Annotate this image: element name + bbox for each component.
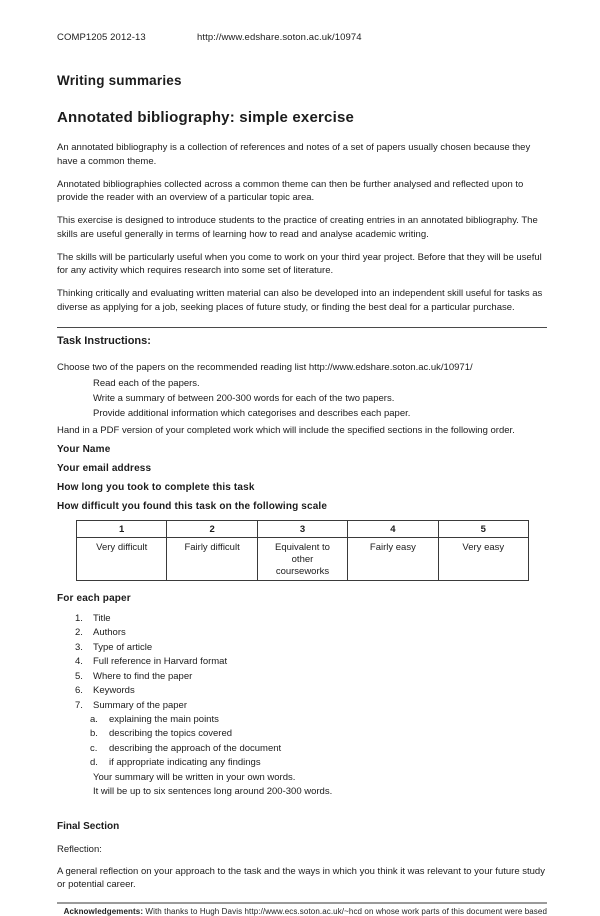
summary-sub-list [90,713,547,771]
section-head-email: Your email address [57,463,152,475]
scale-label-cell: Very easy [438,538,528,581]
paper-fields-list [75,612,547,713]
document-header [57,32,547,43]
task-instructions-heading: Task Instructions: [57,334,151,347]
acknowledgements [57,907,547,916]
paper-field-item: Authors [93,627,126,639]
task-step: Write a summary of between 200-300 words for each of the two papers. [93,393,395,405]
scale-label-cell: Very difficult [77,538,167,581]
final-section-heading: Final Section [57,820,120,832]
summary-sub-item: if appropriate indicating any findings [109,757,261,769]
hand-in-line: Hand in a PDF version of your completed work which will include the specified sections in the following order. [57,424,515,436]
section-head-name: Your Name [57,444,111,456]
page-title: Writing summaries [57,73,182,88]
scale-header-cell: 2 [167,521,257,538]
page-subtitle: Annotated bibliography: simple exercise [57,109,355,126]
scale-label-cell: Fairly difficult [167,538,257,581]
intro-paragraph: The skills will be particularly useful when you come to work on your third year project. Before that they will be useful for any activity which requires research into some set of literature. [57,251,542,277]
task-step: Read each of the papers. [93,378,200,390]
difficulty-scale-table [76,520,529,581]
edshare-url: http://www.edshare.soton.ac.uk/10974 [197,32,362,43]
paper-field-item: Type of article [93,641,153,653]
summary-sub-item: describing the approach of the document [109,742,282,754]
acknowledgements-text: With thanks to Hugh Davis http://www.ecs.soton.ac.uk/~hcd on whose work parts of this document were based [143,907,547,916]
paper-field-item: Full reference in Harvard format [93,656,228,668]
task-step: Provide additional information which categorises and describes each paper. [93,407,411,419]
paper-field-item: Title [93,612,111,624]
summary-note: It will be up to six sentences long around 200-300 words. [93,786,333,798]
choose-papers-line: Choose two of the papers on the recommended reading list http://www.edshare.soton.ac.uk/10971/ [57,361,473,373]
summary-note: Your summary will be written in your own words. [93,771,296,783]
reflection-text: A general reflection on your approach to the task and the ways in which you think it was relevant to your future study or potential career. [57,865,545,891]
section-head-difficulty: How difficult you found this task on the following scale [57,501,328,513]
summary-sub-item: explaining the main points [109,714,219,726]
paper-field-item: Where to find the paper [93,670,193,682]
summary-notes [93,771,547,800]
task-steps [93,377,547,421]
scale-header-cell: 3 [257,521,347,538]
scale-header-cell: 5 [438,521,528,538]
section-divider [57,327,547,328]
for-each-paper-heading: For each paper [57,592,131,604]
paper-field-item: Keywords [93,685,135,697]
paper-field-item: Summary of the paper [93,699,187,711]
intro-paragraph: Annotated bibliographies collected across a common theme can then be further analysed and reflected upon to provide the reader with an overview of a particular topic area. [57,178,524,204]
footer-divider [57,902,547,904]
scale-header-cell: 4 [348,521,438,538]
scale-label-cell: Equivalent to other courseworks [257,538,347,581]
scale-header-row [77,521,529,538]
scale-header-cell: 1 [77,521,167,538]
reflection-label: Reflection: [57,843,102,855]
section-head-time: How long you took to complete this task [57,482,255,494]
summary-sub-item: describing the topics covered [109,728,233,740]
intro-paragraphs [57,141,547,315]
scale-label-row [77,538,529,581]
scale-label-cell: Fairly easy [348,538,438,581]
acknowledgements-label: Acknowledgements: [63,907,144,916]
intro-paragraph: This exercise is designed to introduce students to the practice of creating entries in an annotated bibliography. The skills are useful generally in terms of learning how to read and analyse academic writing. [57,215,538,240]
intro-paragraph: An annotated bibliography is a collection of references and notes of a set of papers usually chosen because they have a common theme. [57,142,531,167]
intro-paragraph: Thinking critically and evaluating written material can also be developed into an independent skill useful for tasks as diverse as applying for a job, seeking places of future study, or finding the best deal for a particular purchase. [57,288,543,313]
course-code: COMP1205 2012-13 [57,32,146,43]
